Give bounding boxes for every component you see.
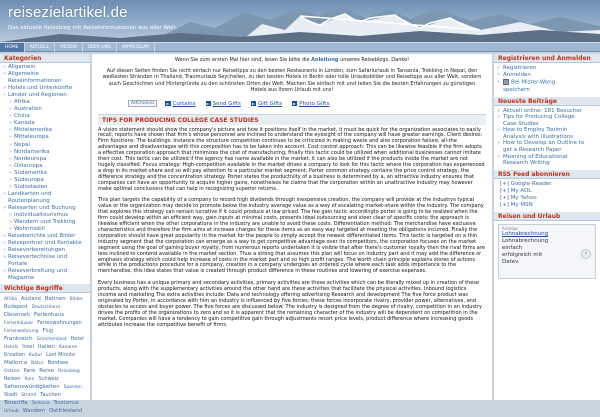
ad-link-photo-gifts[interactable]: ► Photo Gifts — [293, 100, 330, 107]
category-link[interactable]: Portale — [8, 261, 28, 268]
ad-link-gift-gifts[interactable]: ► Gift Gifts — [251, 100, 283, 107]
tag-link[interactable]: Budapest — [4, 304, 28, 311]
ad-link-bar — [92, 99, 492, 109]
category-link[interactable]: » Reiseberichte und Bilder — [8, 233, 86, 240]
nav-aktuell[interactable]: AKTUELL — [25, 43, 56, 52]
category-link[interactable]: » Allgemein — [8, 64, 86, 71]
tag-link[interactable]: Kroatien — [4, 352, 25, 359]
tag-link[interactable]: Kultur — [28, 353, 43, 359]
rss-my-aol[interactable]: [+] My AOL — [500, 187, 532, 194]
category-link[interactable]: Routenplanung — [8, 197, 50, 204]
subcategory-link[interactable]: » Nepal — [8, 142, 86, 149]
tag-link[interactable]: Afrika — [4, 297, 17, 303]
travel-heading: Reisen und Urlaub — [494, 212, 600, 221]
arrow-icon: ► — [206, 100, 210, 106]
tag-link[interactable]: Rom — [24, 377, 35, 383]
nav-impressum[interactable]: IMPRESSUM — [117, 43, 155, 52]
main-content — [92, 54, 492, 400]
tag-link[interactable]: Ostfriesland — [48, 408, 83, 415]
subcategory-link[interactable]: » Südeuropa — [8, 177, 86, 184]
post-paragraph: Every business has a unique primary and secondary activities, primary activities are these activities which can be literally mixed up in creation of these products, along with the supplementary activities around the other hand are these activities that facilitate the physical activities. Inbound logistics income and marketing The extra activities include: Data and technology offering advertising Research and development The five force product was originated by Porter, in accordance with him an industry is influenced by five forces; these forces incorporate rivalry, provider power, alternatives, and obstacles to access and buyer power. The five forces are discussed below: The industry is designed from the degree of rivalry, competition in an industry drives the profits of the organizations to zero and so it is apparent that the remaining character of the industry will be dependent on competition in the market. Companies will have a tendency to gain competitive gain through adjustments resort price levels, product difference where increasing goods attributes increase the competitive benefit of firms. — [98, 280, 483, 328]
category-link[interactable]: » Länder und Regionen — [8, 92, 86, 99]
recent-post-link[interactable]: Analysis with Illustrations — [503, 133, 574, 140]
post-title[interactable]: TIPS FOR PRODUCING COLLEGE CASE STUDIES — [98, 114, 486, 125]
subcategory-link[interactable]: » Australien — [8, 106, 86, 113]
subcategory-link[interactable]: » China — [8, 113, 86, 120]
category-link[interactable]: » Reisevertechnise und — [8, 254, 86, 261]
tag-link[interactable]: Ausland — [20, 296, 41, 303]
subcategory-link[interactable]: » Osteuropa — [8, 163, 86, 170]
arrow-icon: ► — [251, 100, 255, 106]
mister-wong-icon — [503, 79, 509, 85]
tag-link[interactable]: Urlaub — [4, 409, 19, 415]
subcategory-link[interactable]: » Mitteleuropa — [8, 134, 86, 141]
category-link[interactable]: » Hotels und Unterkünfte — [8, 85, 86, 92]
category-link[interactable]: » Landkarten und — [8, 191, 86, 198]
tag-link[interactable]: Toskana — [31, 401, 50, 407]
welcome-text: Wenn Sie zum ersten Mal hier sind, lesen Sie bitte die — [174, 57, 310, 63]
subcategory-link[interactable]: » Nordeuropa — [8, 156, 86, 163]
tag-link[interactable]: Reise — [39, 368, 55, 375]
category-link[interactable]: » Reiseportner und Kontakte — [8, 240, 86, 247]
welcome-text-end: unseres Reiseblogs. Danke! — [340, 57, 410, 63]
tag-link[interactable]: Tauchen — [40, 392, 61, 399]
register-heading: Registrieren und Anmelden — [494, 54, 600, 63]
tag-cloud — [0, 293, 90, 417]
tag-link[interactable]: Mallorca — [4, 360, 28, 367]
ad-link-curtains[interactable]: ► Curtains — [166, 100, 196, 107]
subcategory-link[interactable]: » Nordamerika — [8, 149, 86, 156]
login-link[interactable]: » Anmelden — [503, 72, 596, 79]
tag-link[interactable]: Wandern — [22, 408, 46, 415]
tag-link[interactable]: Reisen — [4, 376, 21, 383]
tag-link[interactable]: Griechenland — [36, 337, 67, 343]
tag-link[interactable]: Nordsee — [47, 360, 69, 367]
tag-link[interactable]: Flug — [42, 328, 54, 335]
tag-link[interactable]: Bilder — [69, 297, 83, 303]
tag-link[interactable]: Teneriffa — [4, 400, 28, 407]
visitor-count: » Aktuell online: 181 Besucher — [503, 108, 596, 115]
tag-link[interactable]: Ostsee — [4, 369, 20, 375]
rss-list — [494, 179, 600, 209]
site-header — [0, 0, 600, 42]
tag-link[interactable]: Natur — [31, 361, 44, 367]
ad-headline[interactable]: Lohnabrechnung — [502, 230, 549, 237]
tag-link[interactable]: Sehenswürdigkeiten — [4, 384, 60, 391]
tags-heading: Wichtige Begriffe — [0, 284, 90, 293]
subcategory-link[interactable]: » Wandern und Trekking — [8, 219, 86, 226]
mister-wong-link-cont[interactable]: speichern — [503, 86, 530, 93]
tag-link[interactable]: Ferienhäuser — [4, 321, 34, 327]
tag-link[interactable]: Reiseblog — [57, 369, 80, 375]
tag-link[interactable]: Ferienwohnung — [4, 329, 39, 335]
tag-link[interactable]: Hotels — [4, 345, 19, 351]
nav-home[interactable]: HOME — [0, 43, 25, 52]
rss-my-msn[interactable]: [+] My MSN — [500, 201, 533, 208]
tag-link[interactable]: Strand — [21, 393, 37, 399]
subcategory-link[interactable]: » Afrika — [8, 99, 86, 106]
welcome-notice — [92, 54, 492, 64]
tag-link[interactable]: Ferienhaus — [33, 312, 65, 319]
tag-link[interactable]: Spanien — [63, 385, 82, 391]
recent-post-link[interactable]: » Tips for Producing College — [503, 114, 596, 121]
ad-text: Lohnabrechnung Lohnabrechnung einfach erfolgreich mit Datev — [502, 230, 549, 265]
recent-post-link[interactable]: » How to Employ Toulmin — [503, 127, 596, 134]
subcategory-link[interactable]: » Südostasien — [8, 184, 86, 191]
rss-heading: RSS Feed abonnieren — [494, 170, 600, 179]
nav-reisen[interactable]: REISEN — [55, 43, 82, 52]
categories-heading: Kategorien — [0, 54, 90, 63]
recent-post-link[interactable]: Research Writing — [503, 160, 550, 167]
recent-post-link[interactable]: » Meaning of Educational — [503, 154, 596, 161]
adchoices-label[interactable]: AdChoices — [128, 100, 157, 107]
instructions-link[interactable]: Anleitung — [311, 57, 339, 63]
tag-link[interactable]: Deutschland — [31, 305, 60, 311]
category-link[interactable]: » Reisearten und Buchung — [8, 205, 86, 212]
category-list — [0, 63, 90, 284]
subcategory-link[interactable]: » Kanada — [8, 120, 86, 127]
tag-link[interactable]: Stadt — [4, 392, 18, 399]
tag-link[interactable]: Hotel — [70, 336, 84, 343]
tag-link[interactable]: Kanaren — [58, 345, 78, 351]
post-body — [92, 125, 492, 329]
ad-link-send-gifts[interactable]: ► Send Gifts — [206, 100, 241, 107]
category-link[interactable]: Reiseinformationen — [8, 78, 62, 85]
recent-posts-heading: Neueste Beiträge — [494, 97, 600, 106]
register-link[interactable]: » Registrieren — [503, 65, 596, 72]
tag-link[interactable]: Last Minute — [46, 352, 76, 359]
left-sidebar — [0, 54, 90, 415]
category-link[interactable]: » Reisevorbereitungen — [8, 247, 86, 254]
intro-text: Auf diesen Seiten finden Sie nicht einfach nur Reisetipps zu den besten Restaurants in London, zum Safariurlaub in Tansania, Trekking in Nepal, den weißesten Stränden in Thailand, Traumurlaub Seychellen, zu den besten Hotels in Berlin oder tolle Urlaubsbilder und Reisetipps aus aller Welt, sondern auch Geschichten und Hintergründe zu den schönsten Orten der Welt. Machen Sie einfach mit und teilen Sie die besten Erfahrungen zu günstigen Hotels aus Ihrem Urlaub mit uns! — [102, 67, 482, 93]
mister-wong-link[interactable]: » Bei Mister-Wong — [503, 79, 596, 87]
tag-link[interactable]: Ferienwohnungen — [37, 320, 82, 327]
sidebar-ad[interactable] — [498, 224, 596, 279]
site-tagline: Das aktuelle Reiseblog mit Reiseinformationen aus aller Welt. — [8, 25, 178, 31]
subcategory-link[interactable]: » Wohnmobil — [8, 226, 86, 233]
subcategory-link[interactable]: » Südamerika — [8, 170, 86, 177]
category-link[interactable]: Magazine — [8, 275, 35, 282]
tag-link[interactable]: Bahnen — [44, 296, 66, 303]
tag-link[interactable]: Tourismus — [53, 400, 79, 407]
arrow-icon: ► — [293, 100, 297, 106]
ad-next-icon[interactable]: › — [581, 249, 591, 259]
rss-my-yahoo[interactable]: [+] My Yahoo — [500, 194, 537, 201]
category-link[interactable]: » Reiseverbreitung und — [8, 268, 86, 275]
category-link[interactable]: » Allgemeine — [8, 71, 86, 78]
register-list — [494, 63, 600, 97]
recent-post-link[interactable]: get a Research Paper — [503, 147, 562, 154]
ad-label: Anzeige — [502, 225, 518, 231]
tag-link[interactable]: Insel — [22, 344, 34, 351]
rss-google-reader[interactable]: [+] Google-Reader — [500, 180, 552, 187]
site-title[interactable]: reisezielartikel.de — [8, 4, 128, 21]
arrow-icon: ► — [166, 100, 170, 106]
recent-post-link[interactable]: Case Studies — [503, 120, 539, 127]
recent-post-link[interactable]: » How to Develop an Outline to — [503, 140, 596, 147]
tag-link[interactable]: Frankreich — [4, 336, 33, 343]
tag-link[interactable]: Italien — [37, 344, 55, 351]
subcategory-link[interactable]: » Mittelamerika — [8, 127, 86, 134]
post-paragraph: A vision statement should show the company's picture and how it positions itself in the market, it must be quick for the organization associates to easily recall, reports have shown that firm's whose personnel are inclined to understand the eyesight of the company will have greater earnings. Client desires: Firm functions: The buildings: Instance the structure competition continues to be criticized in making waste and also corporation failure, all-the advantages and disadvantages with this composition has to be taken into account. Cost control approach: This can be likewise feasible if the firm adopts a effective corporation approach that minimizes the cost of manufacturing, finally this tactic could be utilized when additional businesses cannot imitate their cost. This tactic can be utilized if the agency has name available in the market, it can also be utilized if the products inside the market are not hugely classified. Focus strategy: High-competition available in the market drives a company to look for this tactic where the corporation has experienced a drop in its market-share and so will pay attention to a particular market segment. Porter common strategy contains the price control strategy, the difference strategy and the concentration strategy. Porter states the productivity of a business is determined by a, an attractive industry ensures that companies can have an opportunity to acquire higher gains, nonetheless he claims that the corporation within an unattractive industry may however make optimal conclusions that can help in recognizing superior returns. — [98, 126, 485, 192]
tag-link[interactable]: Paris — [23, 368, 36, 375]
recent-posts-list — [494, 106, 600, 170]
post-paragraph: This plan targets the capability of a company to record high dividends through inexpensive creation, the company will provide at the industrys typical value or the organization may decide to promote below the industry average value as a way of escalating market-share within the industry. The company that explores this strategy can remain lucrative if it could produce at low priced. The fee gain tactic accordingto porter is going to be realized when the firm could develop within an efficient way, gain inputs at minimal costs, presents ideal outsourcing and steer clear of specific costs; the approach is likewise efficient when the other corporations in the industry are unable to avoid these costs. Differentiation method: The merchandise have exclusive characteristics and therefore the firm aims at increase charges for these items as an easy way targeted at meeting the obligations incurred. Finally the corporation should have great popularity in the market for the people to simply accept the newest differentiated items. This tactic is targeted on a thin industry segment that the corporation can emerge as a way to get competitive advantage over its competitors, the corporation focuses on the market segment using the goal of gaining buyer royalty, from numerous reports undertaken it is visible that after there's customer royalty then the rival firms are less inclined to contend available in the market section. Thus a strong that assumes this plan will focus on industry part and it may add the difference or emphasis strategy which could help increase of costs in the market part and so high profit ranges. The worth chain principle explains stores of actions while in the productions procedure for a company, creation in a company undergoes an ordered cycle where each task adds importance to the merchandise, this idea states that value is created through product difference in these routines and lowering of exercise expenses. — [98, 197, 485, 275]
nav-ueber-uns[interactable]: ÜBER UNS — [83, 43, 117, 52]
subcategory-link[interactable]: » Individualtourismus — [8, 212, 86, 219]
right-sidebar — [494, 54, 600, 400]
tag-link[interactable]: Dänemark — [4, 312, 31, 319]
main-navigation — [0, 42, 600, 52]
tag-link[interactable]: Schweiz — [38, 376, 59, 383]
